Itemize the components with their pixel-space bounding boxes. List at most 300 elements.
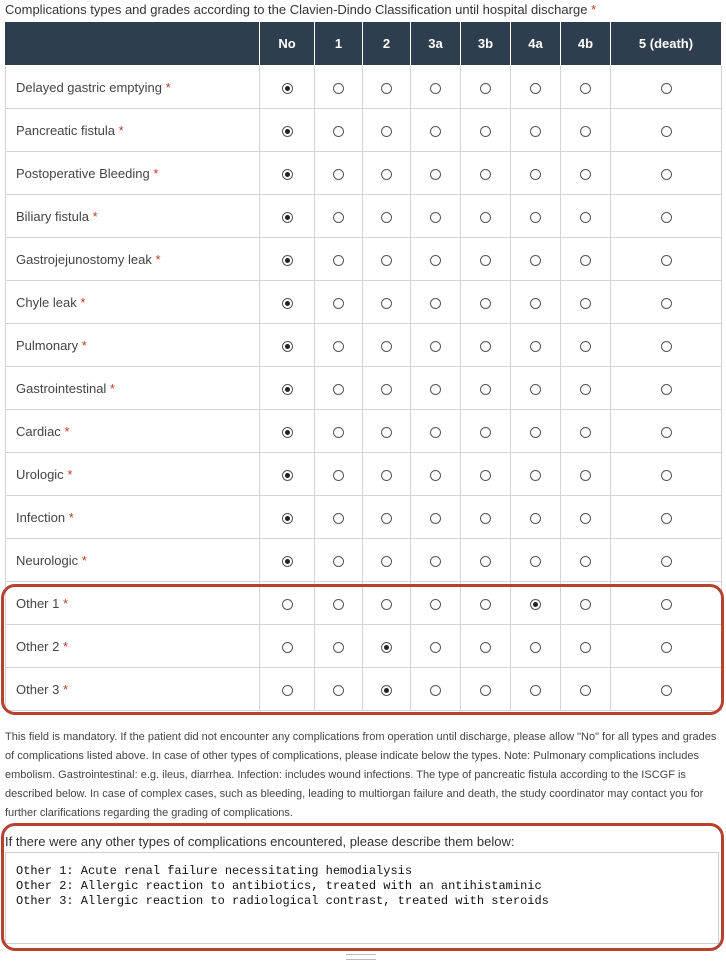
grade-radio[interactable] — [530, 599, 541, 610]
grade-header: 5 (death) — [611, 22, 722, 66]
grade-cell[interactable] — [461, 367, 511, 410]
grade-radio[interactable] — [333, 212, 344, 223]
grade-cell[interactable] — [260, 539, 315, 582]
grade-cell[interactable] — [260, 668, 315, 711]
grade-header: 1 — [315, 22, 363, 66]
grade-radio[interactable] — [333, 255, 344, 266]
grade-radio[interactable] — [580, 212, 591, 223]
grade-cell[interactable] — [611, 453, 722, 496]
grade-radio[interactable] — [282, 298, 293, 309]
grade-radio[interactable] — [282, 685, 293, 696]
grade-cell[interactable] — [411, 453, 461, 496]
row-label — [6, 367, 260, 410]
grade-cell[interactable] — [315, 625, 363, 668]
grade-cell[interactable] — [260, 324, 315, 367]
grade-cell[interactable] — [315, 582, 363, 625]
grade-radio[interactable] — [381, 556, 392, 567]
grade-radio[interactable] — [580, 298, 591, 309]
grade-radio[interactable] — [661, 642, 672, 653]
grade-cell[interactable] — [315, 324, 363, 367]
grade-radio[interactable] — [661, 599, 672, 610]
grade-radio[interactable] — [580, 513, 591, 524]
grade-cell[interactable] — [511, 109, 561, 152]
grade-cell[interactable] — [511, 281, 561, 324]
required-mark: * — [80, 294, 86, 310]
grade-cell[interactable] — [561, 625, 611, 668]
grade-cell[interactable] — [561, 195, 611, 238]
required-mark: * — [62, 638, 69, 654]
table-row — [6, 195, 722, 238]
required-mark: * — [64, 423, 70, 439]
grade-cell[interactable] — [363, 625, 411, 668]
grade-cell[interactable] — [315, 281, 363, 324]
table-row — [6, 496, 722, 539]
grade-radio[interactable] — [333, 470, 344, 481]
grade-cell[interactable] — [411, 410, 461, 453]
table-row — [6, 453, 722, 496]
grade-radio[interactable] — [282, 255, 293, 266]
row-label-text: Urologic — [16, 466, 64, 482]
grade-radio[interactable] — [333, 599, 344, 610]
row-label-text: Other 2 — [16, 638, 60, 654]
grade-cell[interactable] — [315, 539, 363, 582]
grade-cell[interactable] — [561, 453, 611, 496]
grade-cell[interactable] — [511, 324, 561, 367]
table-row — [6, 539, 722, 582]
grade-radio[interactable] — [480, 126, 491, 137]
grade-radio[interactable] — [661, 298, 672, 309]
grade-cell[interactable] — [611, 668, 722, 711]
grade-cell[interactable] — [260, 66, 315, 109]
grade-radio[interactable] — [430, 513, 441, 524]
grade-cell[interactable] — [411, 625, 461, 668]
grade-radio[interactable] — [430, 685, 441, 696]
grade-radio[interactable] — [480, 513, 491, 524]
grade-radio[interactable] — [480, 212, 491, 223]
grade-radio[interactable] — [661, 513, 672, 524]
grade-cell[interactable] — [411, 539, 461, 582]
grade-radio[interactable] — [430, 384, 441, 395]
grade-cell[interactable] — [561, 66, 611, 109]
grade-cell[interactable] — [411, 109, 461, 152]
grade-cell[interactable] — [411, 152, 461, 195]
grade-cell[interactable] — [561, 367, 611, 410]
grade-cell[interactable] — [315, 410, 363, 453]
grade-radio[interactable] — [480, 599, 491, 610]
grid-header-row — [6, 22, 722, 66]
grade-radio[interactable] — [381, 427, 392, 438]
grade-cell[interactable] — [260, 410, 315, 453]
grade-radio[interactable] — [661, 212, 672, 223]
grade-cell[interactable] — [363, 496, 411, 539]
grade-radio[interactable] — [333, 298, 344, 309]
grade-cell[interactable] — [260, 453, 315, 496]
grade-cell[interactable] — [561, 539, 611, 582]
table-row — [6, 324, 722, 367]
grade-cell[interactable] — [411, 668, 461, 711]
grade-cell[interactable] — [511, 625, 561, 668]
table-row — [6, 582, 722, 625]
grade-radio[interactable] — [381, 255, 392, 266]
grade-cell[interactable] — [561, 410, 611, 453]
grade-radio[interactable] — [333, 83, 344, 94]
row-label-text: Infection — [16, 509, 66, 525]
grade-radio[interactable] — [282, 169, 293, 180]
grade-cell[interactable] — [315, 367, 363, 410]
grade-cell[interactable] — [611, 66, 722, 109]
grade-cell[interactable] — [363, 453, 411, 496]
grade-radio[interactable] — [381, 126, 392, 137]
grade-radio[interactable] — [282, 513, 293, 524]
grade-cell[interactable] — [611, 539, 722, 582]
grade-radio[interactable] — [282, 470, 293, 481]
grade-radio[interactable] — [530, 83, 541, 94]
grade-radio[interactable] — [480, 298, 491, 309]
grade-cell[interactable] — [561, 324, 611, 367]
grade-radio[interactable] — [661, 169, 672, 180]
table-row — [6, 109, 722, 152]
grade-cell[interactable] — [511, 238, 561, 281]
required-mark: * — [81, 552, 87, 568]
grade-cell[interactable] — [511, 582, 561, 625]
grade-radio[interactable] — [282, 83, 293, 94]
grade-cell[interactable] — [363, 152, 411, 195]
row-label — [6, 410, 260, 453]
grade-header: 4b — [561, 22, 611, 66]
grade-radio[interactable] — [480, 556, 491, 567]
grade-radio[interactable] — [480, 169, 491, 180]
grade-cell[interactable] — [461, 668, 511, 711]
grade-header: No — [260, 22, 315, 66]
grade-cell[interactable] — [611, 625, 722, 668]
table-row — [6, 367, 722, 410]
row-label-text: Pulmonary — [16, 337, 79, 353]
grade-radio[interactable] — [282, 427, 293, 438]
grade-cell[interactable] — [511, 668, 561, 711]
grade-radio[interactable] — [661, 83, 672, 94]
grade-cell[interactable] — [611, 152, 722, 195]
grade-cell[interactable] — [260, 195, 315, 238]
grade-radio[interactable] — [430, 255, 441, 266]
grade-radio[interactable] — [480, 470, 491, 481]
grade-cell[interactable] — [611, 195, 722, 238]
grade-cell[interactable] — [561, 582, 611, 625]
grade-cell[interactable] — [461, 238, 511, 281]
row-label-text: Biliary fistula — [16, 208, 89, 224]
grade-radio[interactable] — [381, 169, 392, 180]
required-mark: * — [109, 380, 116, 396]
required-mark: * — [591, 2, 597, 17]
grade-radio[interactable] — [480, 427, 491, 438]
grade-radio[interactable] — [430, 470, 441, 481]
grade-radio[interactable] — [381, 685, 392, 696]
grade-cell[interactable] — [611, 582, 722, 625]
grade-cell[interactable] — [363, 668, 411, 711]
grade-radio[interactable] — [430, 556, 441, 567]
row-label-text: Postoperative Bleeding — [16, 165, 150, 181]
required-mark: * — [62, 681, 69, 697]
grade-cell[interactable] — [511, 453, 561, 496]
grade-radio[interactable] — [381, 642, 392, 653]
required-mark: * — [68, 509, 74, 525]
grade-radio[interactable] — [381, 513, 392, 524]
grade-cell[interactable] — [461, 496, 511, 539]
grade-radio[interactable] — [580, 599, 591, 610]
grade-radio[interactable] — [530, 298, 541, 309]
grade-radio[interactable] — [381, 384, 392, 395]
grade-radio[interactable] — [430, 341, 441, 352]
grade-radio[interactable] — [580, 642, 591, 653]
grade-radio[interactable] — [430, 642, 441, 653]
grade-cell[interactable] — [363, 410, 411, 453]
grade-radio[interactable] — [530, 513, 541, 524]
grade-radio[interactable] — [580, 126, 591, 137]
grade-cell[interactable] — [461, 66, 511, 109]
grade-cell[interactable] — [511, 496, 561, 539]
grade-radio[interactable] — [530, 642, 541, 653]
grade-header: 3a — [411, 22, 461, 66]
grade-radio[interactable] — [661, 384, 672, 395]
required-mark: * — [67, 466, 73, 482]
grade-radio[interactable] — [333, 126, 344, 137]
grade-cell[interactable] — [461, 625, 511, 668]
grade-cell[interactable] — [260, 281, 315, 324]
grade-cell[interactable] — [411, 195, 461, 238]
grade-cell[interactable] — [363, 66, 411, 109]
grade-radio[interactable] — [282, 599, 293, 610]
grade-radio[interactable] — [480, 341, 491, 352]
grade-cell[interactable] — [461, 582, 511, 625]
grade-radio[interactable] — [381, 341, 392, 352]
grade-cell[interactable] — [461, 410, 511, 453]
grade-radio[interactable] — [661, 427, 672, 438]
grade-radio[interactable] — [480, 685, 491, 696]
row-label — [6, 496, 260, 539]
grade-radio[interactable] — [580, 685, 591, 696]
table-row — [6, 238, 722, 281]
grade-cell[interactable] — [611, 367, 722, 410]
grade-radio[interactable] — [530, 126, 541, 137]
grade-radio[interactable] — [480, 642, 491, 653]
grade-cell[interactable] — [461, 539, 511, 582]
row-label — [6, 668, 260, 711]
grade-cell[interactable] — [260, 496, 315, 539]
grade-radio[interactable] — [430, 169, 441, 180]
grade-radio[interactable] — [530, 341, 541, 352]
grade-cell[interactable] — [315, 453, 363, 496]
grade-cell[interactable] — [461, 152, 511, 195]
grade-radio[interactable] — [530, 427, 541, 438]
grade-radio[interactable] — [580, 556, 591, 567]
grade-cell[interactable] — [260, 367, 315, 410]
grade-cell[interactable] — [611, 109, 722, 152]
row-label — [6, 324, 260, 367]
grade-radio[interactable] — [480, 255, 491, 266]
grade-radio[interactable] — [381, 599, 392, 610]
grade-radio[interactable] — [430, 298, 441, 309]
grade-radio[interactable] — [661, 255, 672, 266]
grade-radio[interactable] — [480, 384, 491, 395]
grade-radio[interactable] — [282, 341, 293, 352]
grade-cell[interactable] — [561, 152, 611, 195]
grade-radio[interactable] — [333, 556, 344, 567]
grade-cell[interactable] — [411, 281, 461, 324]
grade-cell[interactable] — [461, 281, 511, 324]
grade-cell[interactable] — [363, 367, 411, 410]
grade-radio[interactable] — [661, 470, 672, 481]
grade-cell[interactable] — [363, 281, 411, 324]
grade-cell[interactable] — [461, 453, 511, 496]
grade-cell[interactable] — [461, 324, 511, 367]
grade-cell[interactable] — [411, 324, 461, 367]
grade-radio[interactable] — [661, 126, 672, 137]
other-description-label: If there were any other types of complications encountered, please describe them below: — [5, 834, 515, 849]
row-label — [6, 582, 260, 625]
table-row — [6, 625, 722, 668]
grade-radio[interactable] — [580, 384, 591, 395]
grade-cell[interactable] — [363, 109, 411, 152]
grade-cell[interactable] — [363, 539, 411, 582]
grade-radio[interactable] — [530, 169, 541, 180]
row-label — [6, 195, 260, 238]
grade-cell[interactable] — [315, 152, 363, 195]
grade-radio[interactable] — [381, 470, 392, 481]
grade-radio[interactable] — [580, 169, 591, 180]
grade-cell[interactable] — [260, 152, 315, 195]
grade-cell[interactable] — [315, 66, 363, 109]
question-title — [5, 2, 596, 17]
grade-header: 3b — [461, 22, 511, 66]
grade-radio[interactable] — [333, 685, 344, 696]
grade-cell[interactable] — [611, 410, 722, 453]
grade-cell[interactable] — [511, 195, 561, 238]
grade-cell[interactable] — [561, 496, 611, 539]
grade-cell[interactable] — [561, 238, 611, 281]
grade-radio[interactable] — [530, 255, 541, 266]
grade-radio[interactable] — [661, 341, 672, 352]
grade-radio[interactable] — [381, 212, 392, 223]
grade-radio[interactable] — [530, 685, 541, 696]
grade-cell[interactable] — [511, 66, 561, 109]
grade-radio[interactable] — [430, 212, 441, 223]
grade-cell[interactable] — [461, 195, 511, 238]
grade-radio[interactable] — [333, 341, 344, 352]
row-label — [6, 281, 260, 324]
grade-cell[interactable] — [260, 582, 315, 625]
row-label — [6, 66, 260, 109]
grade-radio[interactable] — [530, 212, 541, 223]
grade-radio[interactable] — [282, 556, 293, 567]
table-row — [6, 66, 722, 109]
grade-cell[interactable] — [315, 668, 363, 711]
grade-cell[interactable] — [411, 367, 461, 410]
complications-grid — [5, 21, 722, 711]
grade-cell[interactable] — [411, 238, 461, 281]
grade-radio[interactable] — [430, 126, 441, 137]
row-label-text: Other 1 — [16, 595, 60, 611]
grade-radio[interactable] — [480, 83, 491, 94]
required-mark: * — [81, 337, 87, 353]
required-mark: * — [92, 208, 98, 224]
grade-radio[interactable] — [661, 556, 672, 567]
grade-cell[interactable] — [561, 109, 611, 152]
grade-cell[interactable] — [611, 281, 722, 324]
grade-cell[interactable] — [315, 238, 363, 281]
grade-cell[interactable] — [611, 496, 722, 539]
grade-header: 2 — [363, 22, 411, 66]
grade-cell[interactable] — [315, 109, 363, 152]
other-description-textarea[interactable]: Other 1: Acute renal failure necessitating hemodialysis Other 2: Allergic reaction to antibiotics, treated with an antihistaminic Other 3: Allergic reaction to radiological contrast, treated with steroids — [5, 852, 719, 944]
grade-cell[interactable] — [260, 238, 315, 281]
grade-radio[interactable] — [530, 384, 541, 395]
grade-cell[interactable] — [411, 66, 461, 109]
grade-cell[interactable] — [315, 496, 363, 539]
grade-radio[interactable] — [580, 83, 591, 94]
grade-cell[interactable] — [611, 238, 722, 281]
grade-cell[interactable] — [363, 582, 411, 625]
question-label: Complications types and grades according to the Clavien-Dindo Classification until hospital discharge — [5, 2, 588, 17]
grade-radio[interactable] — [430, 427, 441, 438]
table-row — [6, 668, 722, 711]
row-label-text: Gastrojejunostomy leak — [16, 251, 152, 267]
grade-cell[interactable] — [611, 324, 722, 367]
grade-cell[interactable] — [260, 625, 315, 668]
grade-radio[interactable] — [333, 513, 344, 524]
grade-cell[interactable] — [260, 109, 315, 152]
grade-radio[interactable] — [580, 255, 591, 266]
grade-radio[interactable] — [661, 685, 672, 696]
grade-cell[interactable] — [363, 324, 411, 367]
row-label-text: Delayed gastric emptying — [16, 79, 162, 95]
required-mark: * — [165, 79, 171, 95]
grade-radio[interactable] — [333, 642, 344, 653]
grade-cell[interactable] — [511, 152, 561, 195]
resize-grip[interactable] — [346, 954, 376, 960]
row-label-text: Other 3 — [16, 681, 60, 697]
grade-cell[interactable] — [561, 668, 611, 711]
grade-radio[interactable] — [333, 427, 344, 438]
grade-radio[interactable] — [282, 384, 293, 395]
grade-radio[interactable] — [580, 470, 591, 481]
row-label-text: Pancreatic fistula — [16, 122, 115, 138]
grade-radio[interactable] — [530, 470, 541, 481]
grade-cell[interactable] — [315, 195, 363, 238]
grade-radio[interactable] — [333, 384, 344, 395]
table-row — [6, 152, 722, 195]
grade-radio[interactable] — [580, 427, 591, 438]
grade-radio[interactable] — [381, 83, 392, 94]
grade-cell[interactable] — [363, 238, 411, 281]
row-label-text: Cardiac — [16, 423, 61, 439]
grade-radio[interactable] — [430, 599, 441, 610]
grade-radio[interactable] — [580, 341, 591, 352]
grade-radio[interactable] — [530, 556, 541, 567]
grade-cell[interactable] — [511, 367, 561, 410]
grade-radio[interactable] — [333, 169, 344, 180]
grade-radio[interactable] — [282, 642, 293, 653]
grade-radio[interactable] — [430, 83, 441, 94]
grade-cell[interactable] — [411, 582, 461, 625]
grade-radio[interactable] — [282, 212, 293, 223]
grade-cell[interactable] — [511, 410, 561, 453]
grade-radio[interactable] — [282, 126, 293, 137]
grade-cell[interactable] — [511, 539, 561, 582]
grade-radio[interactable] — [381, 298, 392, 309]
grade-cell[interactable] — [411, 496, 461, 539]
grade-cell[interactable] — [461, 109, 511, 152]
grade-cell[interactable] — [363, 195, 411, 238]
grade-cell[interactable] — [561, 281, 611, 324]
